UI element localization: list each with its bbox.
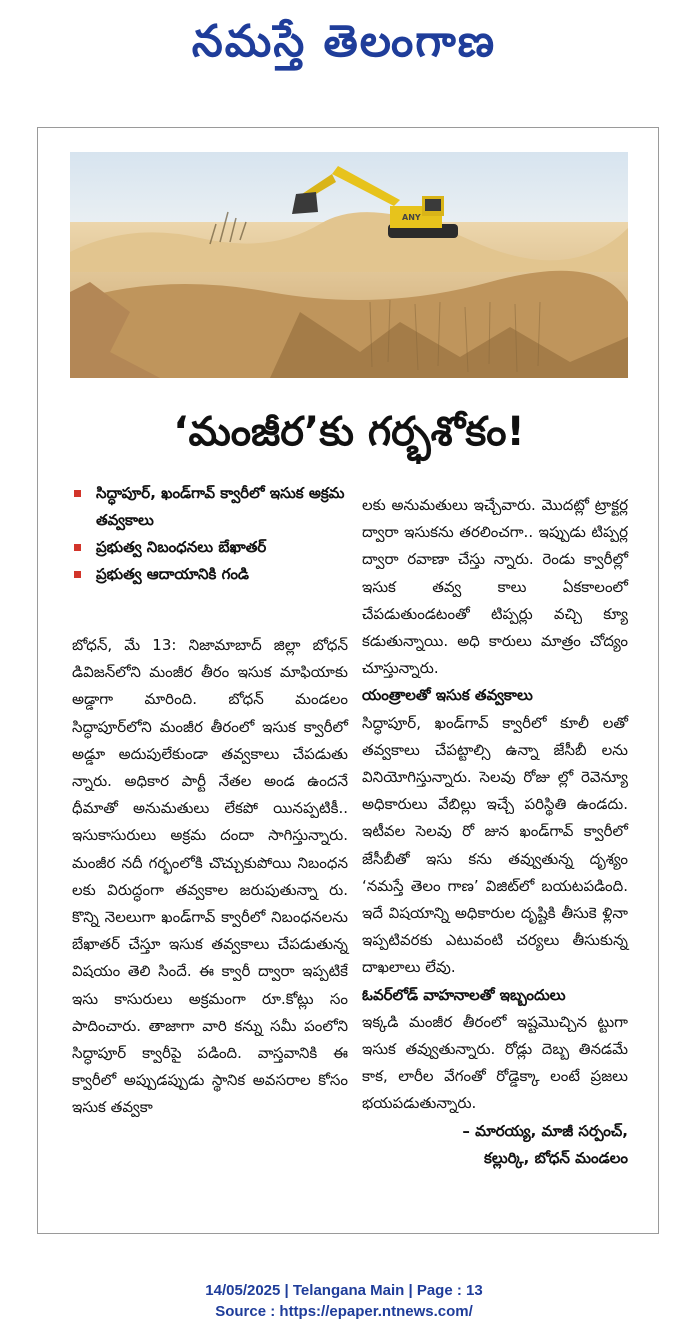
subheading: యంత్రాలతో ఇసుక తవ్వకాలు (362, 686, 533, 705)
highlight-bullet (72, 561, 347, 588)
newspaper-masthead: నమస్తే తెలంగాణ (191, 16, 497, 67)
article-paragraph: ఇక్కడి మంజీర తీరంలో ఇష్టమొచ్చిన ట్టుగా ఇసుక తవ్వుతున్నారు. రోడ్లు దెబ్బ తినడమే కాక, లారీల వేగంతో రోడ్డెక్కా లంటే ప్రజలు భయపడుతున్నారు. (362, 1012, 628, 1113)
svg-text:ANY: ANY (402, 213, 421, 222)
highlight-bullets (72, 480, 347, 588)
highlight-bullet (72, 534, 347, 561)
article-paragraph: లకు అనుమతులు ఇచ్చేవారు. మొదట్లో ట్రాక్టర్ల ద్వారా ఇసుకను తరలించగా.. ఇప్పుడు టిప్పర్ల ద్వారా రవాణా చేస్తు న్నారు. రెండు క్వారీల్లో ఇసుక తవ్వ కాలు ఏకకాలంలో చేపడుతుండటంతో టిప్పర్లు వచ్చి క్యూ కడుతున్నాయి. అధి కారులు మాత్రం చోద్యం చూస్తున్నారు. (362, 496, 628, 678)
red-square-bullet-icon (74, 544, 81, 551)
article-paragraph: సిద్ధాపూర్, ఖండ్‌గావ్ క్వారీలో కూలీ లతో తవ్వకాలు చేపట్టాల్సి ఉన్నా జేసీబీ లను వినియోగిస్తున్నారు. సెలవు రోజు ల్లో రెవెన్యూ అధికారులు వేబిల్లు ఇచ్చే పరిస్థితి ఉండదు. ఇటీవల సెలవు రో జున ఖండ్‌గావ్ క్వారీలో జేసీబీతో ఇసు కను తవ్వుతున్న దృశ్యం ‘నమస్తే తెలం గాణ’ విజిట్‌లో బయటపడింది. ఇదే విషయాన్ని అధికారుల దృష్టికి తీసుకె ళ్లినా ఇప్పటివరకు ఎటువంటి చర్యలు తీసుకున్న దాఖలాలు లేవు. (362, 713, 628, 977)
bullet-text: ప్రభుత్వ నిబంధనలు బేఖాతర్ (96, 538, 267, 556)
sand-quarry-excavator-photo (70, 152, 628, 378)
quote-attribution-place: కల్లుర్కి, బోధన్ మండలం (484, 1148, 628, 1167)
red-square-bullet-icon (74, 490, 81, 497)
article-paragraph: బోధన్, మే 13: నిజామాబాద్ జిల్లా బోధన్ డివిజన్‌లోని మంజీర తీరం ఇసుక మాఫియాకు అడ్డాగా మారింది. బోధన్ మండలం సిద్ధాపూర్‌లోని మంజీర తీరంలో ఇసుక క్వారీలో అడ్డూ అదుపులేకుండా తవ్వకాలు చేపడుతు న్నారు. అధికార పార్టీ నేతల అండ ఉందనే ధీమాతో అనుమతులు లేకపో యినప్పటికీ.. ఇసుకాసురులు అక్రమ దందా సాగిస్తున్నారు. మంజీర నదీ గర్భంలోకి చొచ్చుకుపోయి నిబంధన లకు విరుద్ధంగా తవ్వకాల జరుపుతున్నా రు. కొన్ని నెలలుగా ఖండ్‌గావ్ క్వారీలో నిబంధనలను బేఖాతర్ చేస్తూ ఇసుక తవ్వకాలు చేపడుతున్న విషయం తెలి సిందే. ఈ క్వారీ ద్వారా ఇప్పటికే ఇసు కాసురులు అక్రమంగా రూ.కోట్లు సం పాదించారు. తాజాగా వారి కన్ను సమీ పంలోని సిద్ధాపూర్ క్వారీపై పడింది. వాస్తవానికి ఈ క్వారీలో అప్పుడప్పుడు స్థానిక అవసరాల కోసం ఇసుక తవ్వకా (72, 636, 348, 1117)
article-headline: ‘మంజీర’కు గర్భశోకం! (173, 409, 525, 455)
edition-info: 14/05/2025 | Telangana Main | Page : 13 (205, 1282, 483, 1299)
page-footer (0, 1280, 688, 1322)
bullet-text: ప్రభుత్వ ఆదాయానికి గండి (96, 565, 250, 583)
article-right-column (362, 492, 628, 1172)
highlight-bullet (72, 480, 347, 534)
article-left-column (72, 632, 348, 1122)
source-link[interactable]: Source : https://epaper.ntnews.com/ (215, 1303, 473, 1320)
red-square-bullet-icon (74, 571, 81, 578)
subheading: ఓవర్‌లోడ్ వాహనాలతో ఇబ్బందులు (362, 985, 566, 1004)
bullet-text: సిద్ధాపూర్, ఖండ్‌గావ్ క్వారీలో ఇసుక అక్రమ తవ్వకాలు (96, 484, 345, 529)
quote-attribution: – మారయ్య, మాజీ సర్పంచ్, (462, 1121, 628, 1140)
